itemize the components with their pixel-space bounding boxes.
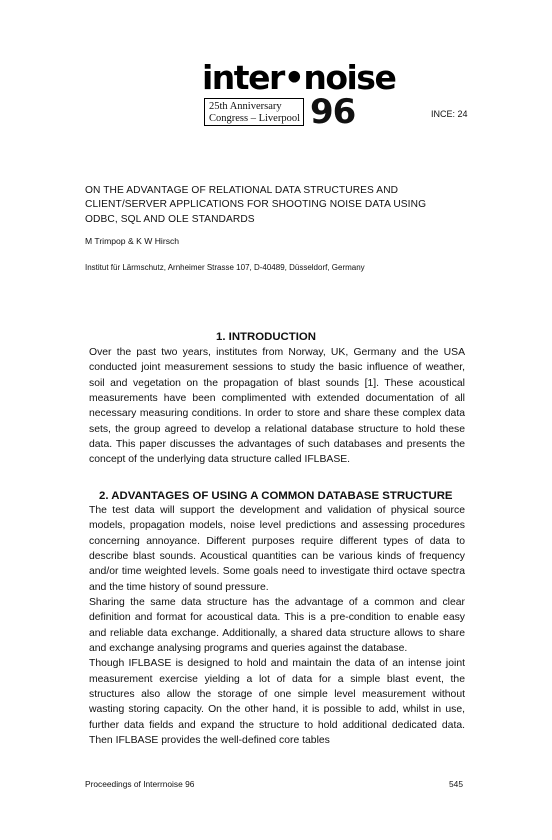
section-heading-advantages: 2. ADVANTAGES OF USING A COMMON DATABASE STRUCTURE [99, 490, 453, 502]
section-body-advantages [89, 503, 465, 749]
logo-year: 96 [310, 92, 356, 132]
logo-congress-line: Congress – Liverpool [209, 113, 300, 124]
paragraph: The test data will support the development and validation of physical source models, propagation models, noise level predictions and assessing procedures concerning annoyance. Different purposes require different types of data to describe blast sounds. Acoustical quantities can be various kinds of frequency and/or time weighted levels. Some goals need to investigate third octave spectra and the time history of sound pressure. [89, 505, 465, 593]
section-body-introduction [89, 345, 465, 468]
authors: M Trimpop & K W Hirsch [85, 236, 180, 246]
paragraph: Over the past two years, institutes from Norway, UK, Germany and the USA conducted joint measurement sessions to study the basic influence of weather, soil and vegetation on the propagation of blast sounds [1]. These acoustical measurements have been complimented with extended documentation of all necessary measuring conditions. In order to store and share these complex data sets, the group agreed to develop a relational database structure to hold these data. This paper discusses the advantages of such databases and presents the concept of the underlying data structure called IFLBASE. [89, 347, 465, 466]
title-line: ON THE ADVANTAGE OF RELATIONAL DATA STRUCTURES AND [85, 185, 399, 196]
logo-anniversary-box [204, 98, 304, 126]
paper-code: INCE: 24 [431, 109, 468, 119]
paper-title [85, 184, 485, 227]
conference-logo [200, 58, 396, 134]
paragraph: Sharing the same data structure has the advantage of a common and clear definition and format for acoustical data. This is a pre-condition to enable easy and reliable data exchange. Additionally, a shared data structure allows to share and exchange analysing programs and queries against the database. [89, 597, 465, 655]
affiliation: Institut für Lärmschutz, Arnheimer Strasse 107, D-40489, Düsseldorf, Germany [85, 263, 365, 272]
logo-wordmark: inter•noise [202, 58, 396, 97]
title-line: CLIENT/SERVER APPLICATIONS FOR SHOOTING NOISE DATA USING [85, 199, 427, 211]
logo-anniversary-line: 25th Anniversary [209, 101, 282, 112]
title-line: ODBC, SQL AND OLE STANDARDS [85, 213, 255, 225]
page-number: 545 [449, 779, 463, 789]
paragraph: Though IFLBASE is designed to hold and maintain the data of an intense joint measurement exercise yielding a lot of data for a simple blast event, the structures also allow the storage of one simple level measurement without wasting storing capacity. On the other hand, it is possible to add, whilst in use, further data fields and expand the structure to hold additional dedicated data. Then IFLBASE provides the well-defined core tables [89, 658, 465, 747]
section-heading-introduction: 1. INTRODUCTION [216, 331, 316, 343]
footer-proceedings: Proceedings of Interrnoise 96 [85, 779, 195, 789]
